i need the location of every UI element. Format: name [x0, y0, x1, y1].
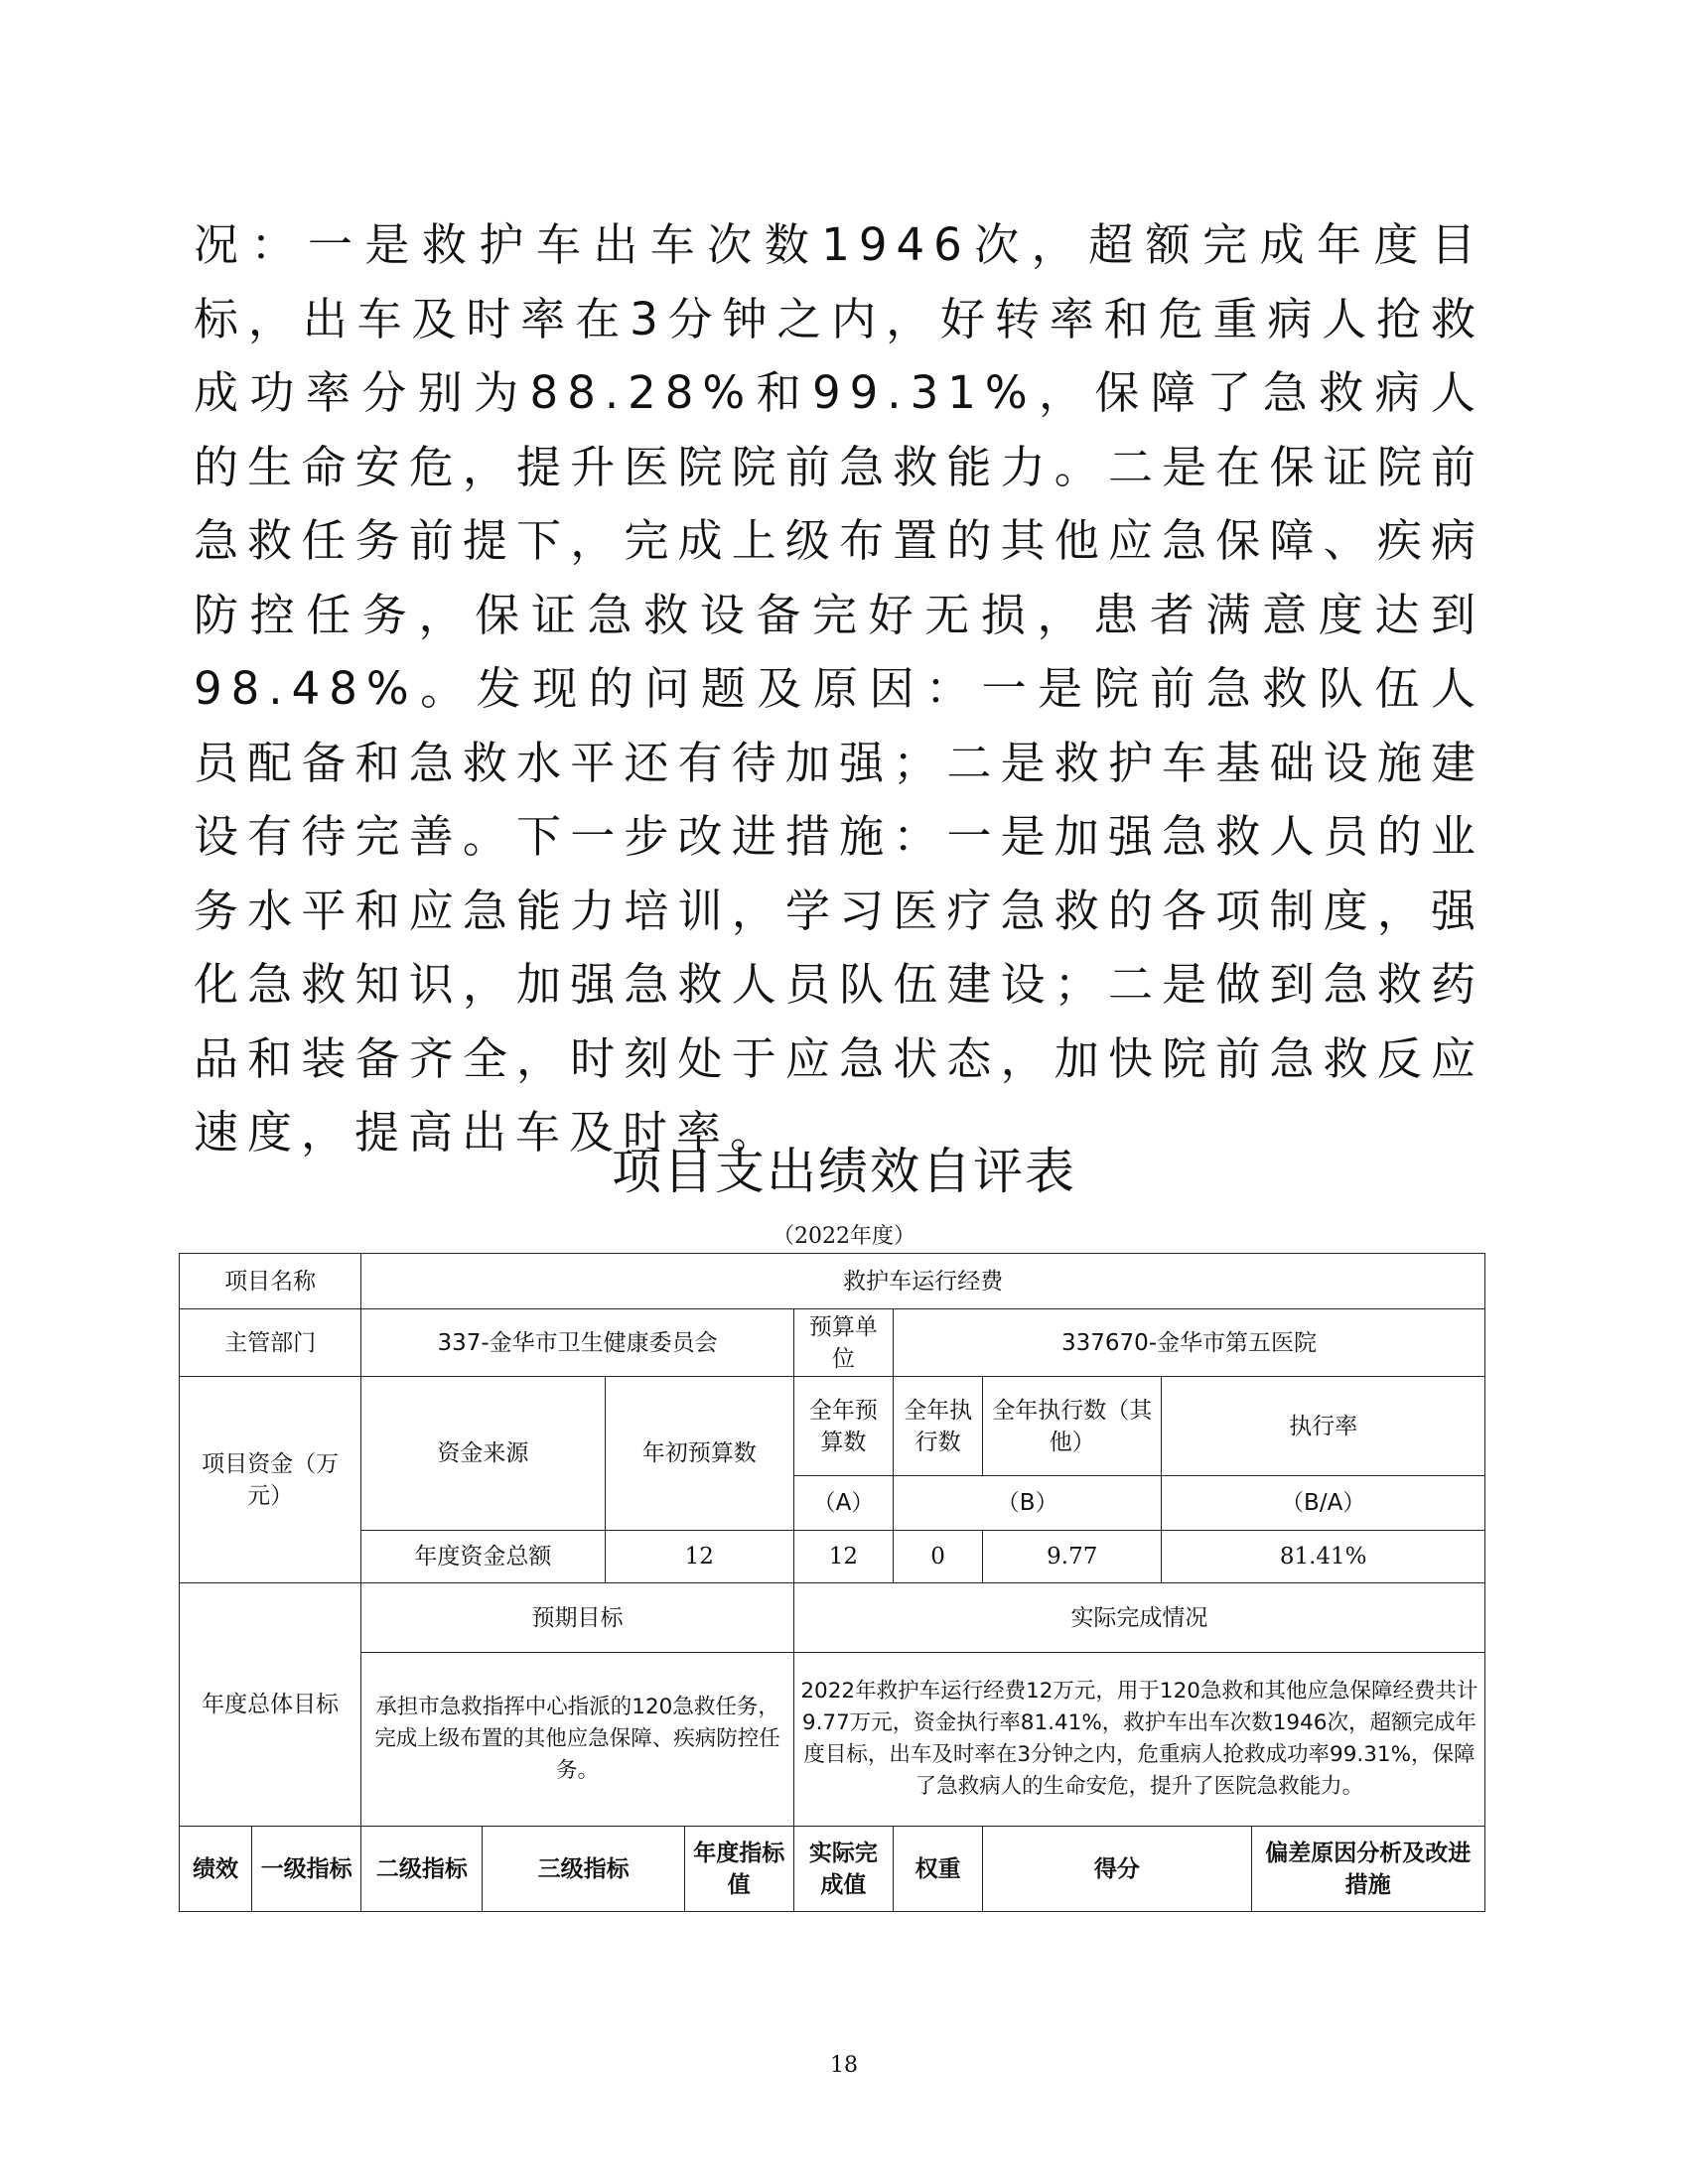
project-name-label: 项目名称	[180, 1254, 361, 1309]
exec-rate-label: 执行率	[1162, 1377, 1485, 1476]
funds-label: 项目资金（万元）	[180, 1377, 361, 1583]
row-funds-total	[180, 1531, 1485, 1583]
score-header: 得分	[983, 1827, 1251, 1912]
row-funds-header	[180, 1377, 1485, 1476]
row-department	[180, 1309, 1485, 1377]
table-year: （2022年度）	[773, 1224, 915, 1249]
annual-budget-label: 全年预算数	[793, 1377, 893, 1476]
row-goal-header	[180, 1583, 1485, 1653]
budget-unit-label: 预算单位	[793, 1309, 893, 1377]
actual-label: 实际完成情况	[793, 1583, 1484, 1653]
dept-label: 主管部门	[180, 1309, 361, 1377]
initial-budget-label: 年初预算数	[605, 1377, 793, 1531]
actual-text: 2022年救护车运行经费12万元，用于120急救和其他应急保障经费共计9.77万元，资金执行率81.41%，救护车出车次数1946次，超额完成年度目标，出车及时率在3分钟之内，危重病人抢救成功率99.31%，保障了急救病人的生命安危，提升了医院急救能力。	[793, 1653, 1484, 1827]
body-paragraph: 况：一是救护车出车次数1946次，超额完成年度目标，出车及时率在3分钟之内，好转率和危重病人抢救成功率分别为88.28%和99.31%，保障了急救病人的生命安危，提升医院院前急救能力。二是在保证院前急救任务前提下，完成上级布置的其他应急保障、疾病防控任务，保证急救设备完好无损，患者满意度达到98.48%。发现的问题及原因：一是院前急救队伍人员配备和急救水平还有待加强；二是救护车基础设施建设有待完善。下一步改进措施：一是加强急救人员的业务水平和应急能力培训，学习医疗急救的各项制度，强化急救知识，加强急救人员队伍建设；二是做到急救药品和装备齐全，时刻处于应急状态，加快院前急救反应速度，提高出车及时率。	[194, 218, 1484, 1159]
level1-header: 一级指标	[252, 1827, 361, 1912]
budget-unit-value: 337670-金华市第五医院	[894, 1309, 1485, 1377]
row-goal-text	[180, 1653, 1485, 1827]
table-title: 项目支出绩效自评表	[612, 1143, 1076, 1200]
target-header: 年度指标值	[684, 1827, 793, 1912]
col-b-label: （B）	[894, 1476, 1162, 1531]
total-rate: 81.41%	[1162, 1531, 1485, 1583]
total-annual: 12	[793, 1531, 893, 1583]
weight-header: 权重	[894, 1827, 983, 1912]
level2-header: 二级指标	[361, 1827, 483, 1912]
col-a-label: （A）	[793, 1476, 893, 1531]
annual-exec-other-label: 全年执行数（其他）	[983, 1377, 1162, 1476]
dept-value: 337-金华市卫生健康委员会	[361, 1309, 794, 1377]
expected-label: 预期目标	[361, 1583, 794, 1653]
total-exec: 0	[894, 1531, 983, 1583]
actual-header: 实际完成值	[793, 1827, 893, 1912]
fund-source-label: 资金来源	[361, 1377, 605, 1531]
row-indicator-header	[180, 1827, 1485, 1912]
row-project-name	[180, 1254, 1485, 1309]
total-initial: 12	[605, 1531, 793, 1583]
annual-exec-label: 全年执行数	[894, 1377, 983, 1476]
expected-text: 承担市急救指挥中心指派的120急救任务，完成上级布置的其他应急保障、疾病防控任务。	[361, 1653, 794, 1827]
project-name-value: 救护车运行经费	[361, 1254, 1485, 1309]
goal-label: 年度总体目标	[180, 1583, 361, 1827]
deviation-header: 偏差原因分析及改进措施	[1251, 1827, 1485, 1912]
page-number: 18	[830, 2053, 858, 2078]
perf-header: 绩效	[180, 1827, 252, 1912]
col-ba-label: （B/A）	[1162, 1476, 1485, 1531]
total-label: 年度资金总额	[361, 1531, 605, 1583]
performance-table	[179, 1253, 1485, 1912]
total-exec-other: 9.77	[983, 1531, 1162, 1583]
level3-header: 三级指标	[483, 1827, 684, 1912]
